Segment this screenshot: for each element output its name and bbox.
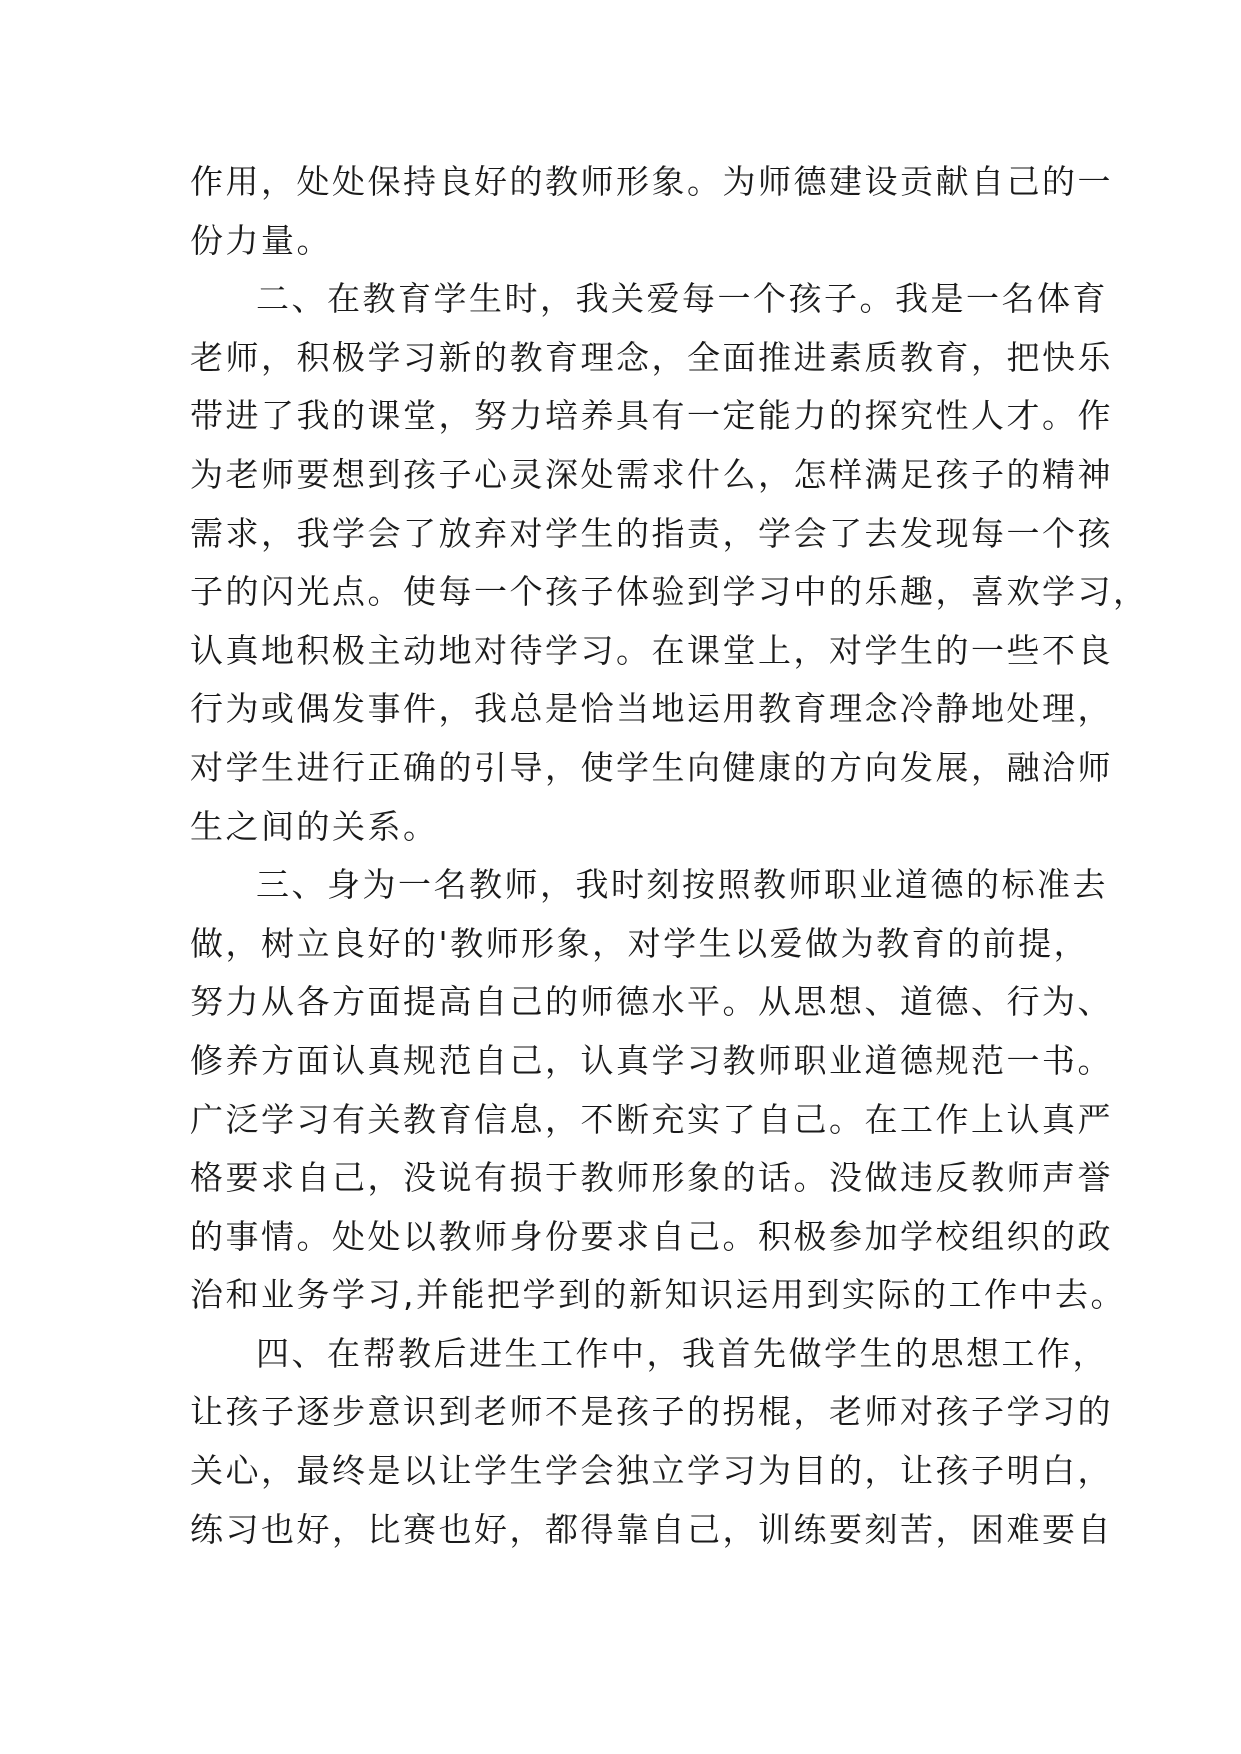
text-line: 努力从各方面提高自己的师德水平。从思想、道德、行为、 xyxy=(190,982,1113,1022)
text-line: 对学生进行正确的引导，使学生向健康的方向发展，融洽师 xyxy=(190,747,1113,787)
text-line: 关心，最终是以让学生学会独立学习为目的，让孩子明白， xyxy=(190,1451,1113,1491)
text-line: 行为或偶发事件，我总是恰当地运用教育理念冷静地处理， xyxy=(190,689,1113,729)
text-line: 作用，处处保持良好的教师形象。为师德建设贡献自己的一 xyxy=(190,162,1113,201)
text-line: 广泛学习有关教育信息，不断充实了自己。在工作上认真严 xyxy=(190,1099,1113,1139)
text-line: 修养方面认真规范自己，认真学习教师职业道德规范一书。 xyxy=(190,1040,1113,1080)
text-line: 份力量。 xyxy=(190,220,332,260)
paragraph-start-line: 二、在教育学生时，我关爱每一个孩子。我是一名体育 xyxy=(256,279,1108,319)
text-line: 带进了我的课堂，努力培养具有一定能力的探究性人才。作 xyxy=(190,396,1113,436)
paragraph-start-line: 三、身为一名教师，我时刻按照教师职业道德的标准去 xyxy=(256,865,1108,905)
text-line: 为老师要想到孩子心灵深处需求什么，怎样满足孩子的精神 xyxy=(190,454,1113,494)
text-line: 需求，我学会了放弃对学生的指责，学会了去发现每一个孩 xyxy=(190,513,1113,553)
text-line: 练习也好，比赛也好，都得靠自己，训练要刻苦，困难要自 xyxy=(190,1509,1113,1549)
text-line: 生之间的关系。 xyxy=(190,806,439,846)
body-text xyxy=(190,153,1149,1559)
text-line: 认真地积极主动地对待学习。在课堂上，对学生的一些不良 xyxy=(190,630,1113,670)
paragraph-start-line: 四、在帮教后进生工作中，我首先做学生的思想工作， xyxy=(256,1333,1108,1373)
text-line: 格要求自己，没说有损于教师形象的话。没做违反教师声誉 xyxy=(190,1158,1113,1198)
text-line: 治和业务学习,并能把学到的新知识运用到实际的工作中去。 xyxy=(190,1275,1126,1315)
text-line: 子的闪光点。使每一个孩子体验到学习中的乐趣，喜欢学习， xyxy=(190,572,1149,612)
text-line: 老师，积极学习新的教育理念，全面推进素质教育，把快乐 xyxy=(190,337,1113,377)
text-line: 让孩子逐步意识到老师不是孩子的拐棍，老师对孩子学习的 xyxy=(190,1392,1113,1432)
text-line: 的事情。处处以教师身份要求自己。积极参加学校组织的政 xyxy=(190,1216,1113,1256)
text-line: 做，树立良好的'教师形象，对学生以爱做为教育的前提， xyxy=(190,923,1090,963)
